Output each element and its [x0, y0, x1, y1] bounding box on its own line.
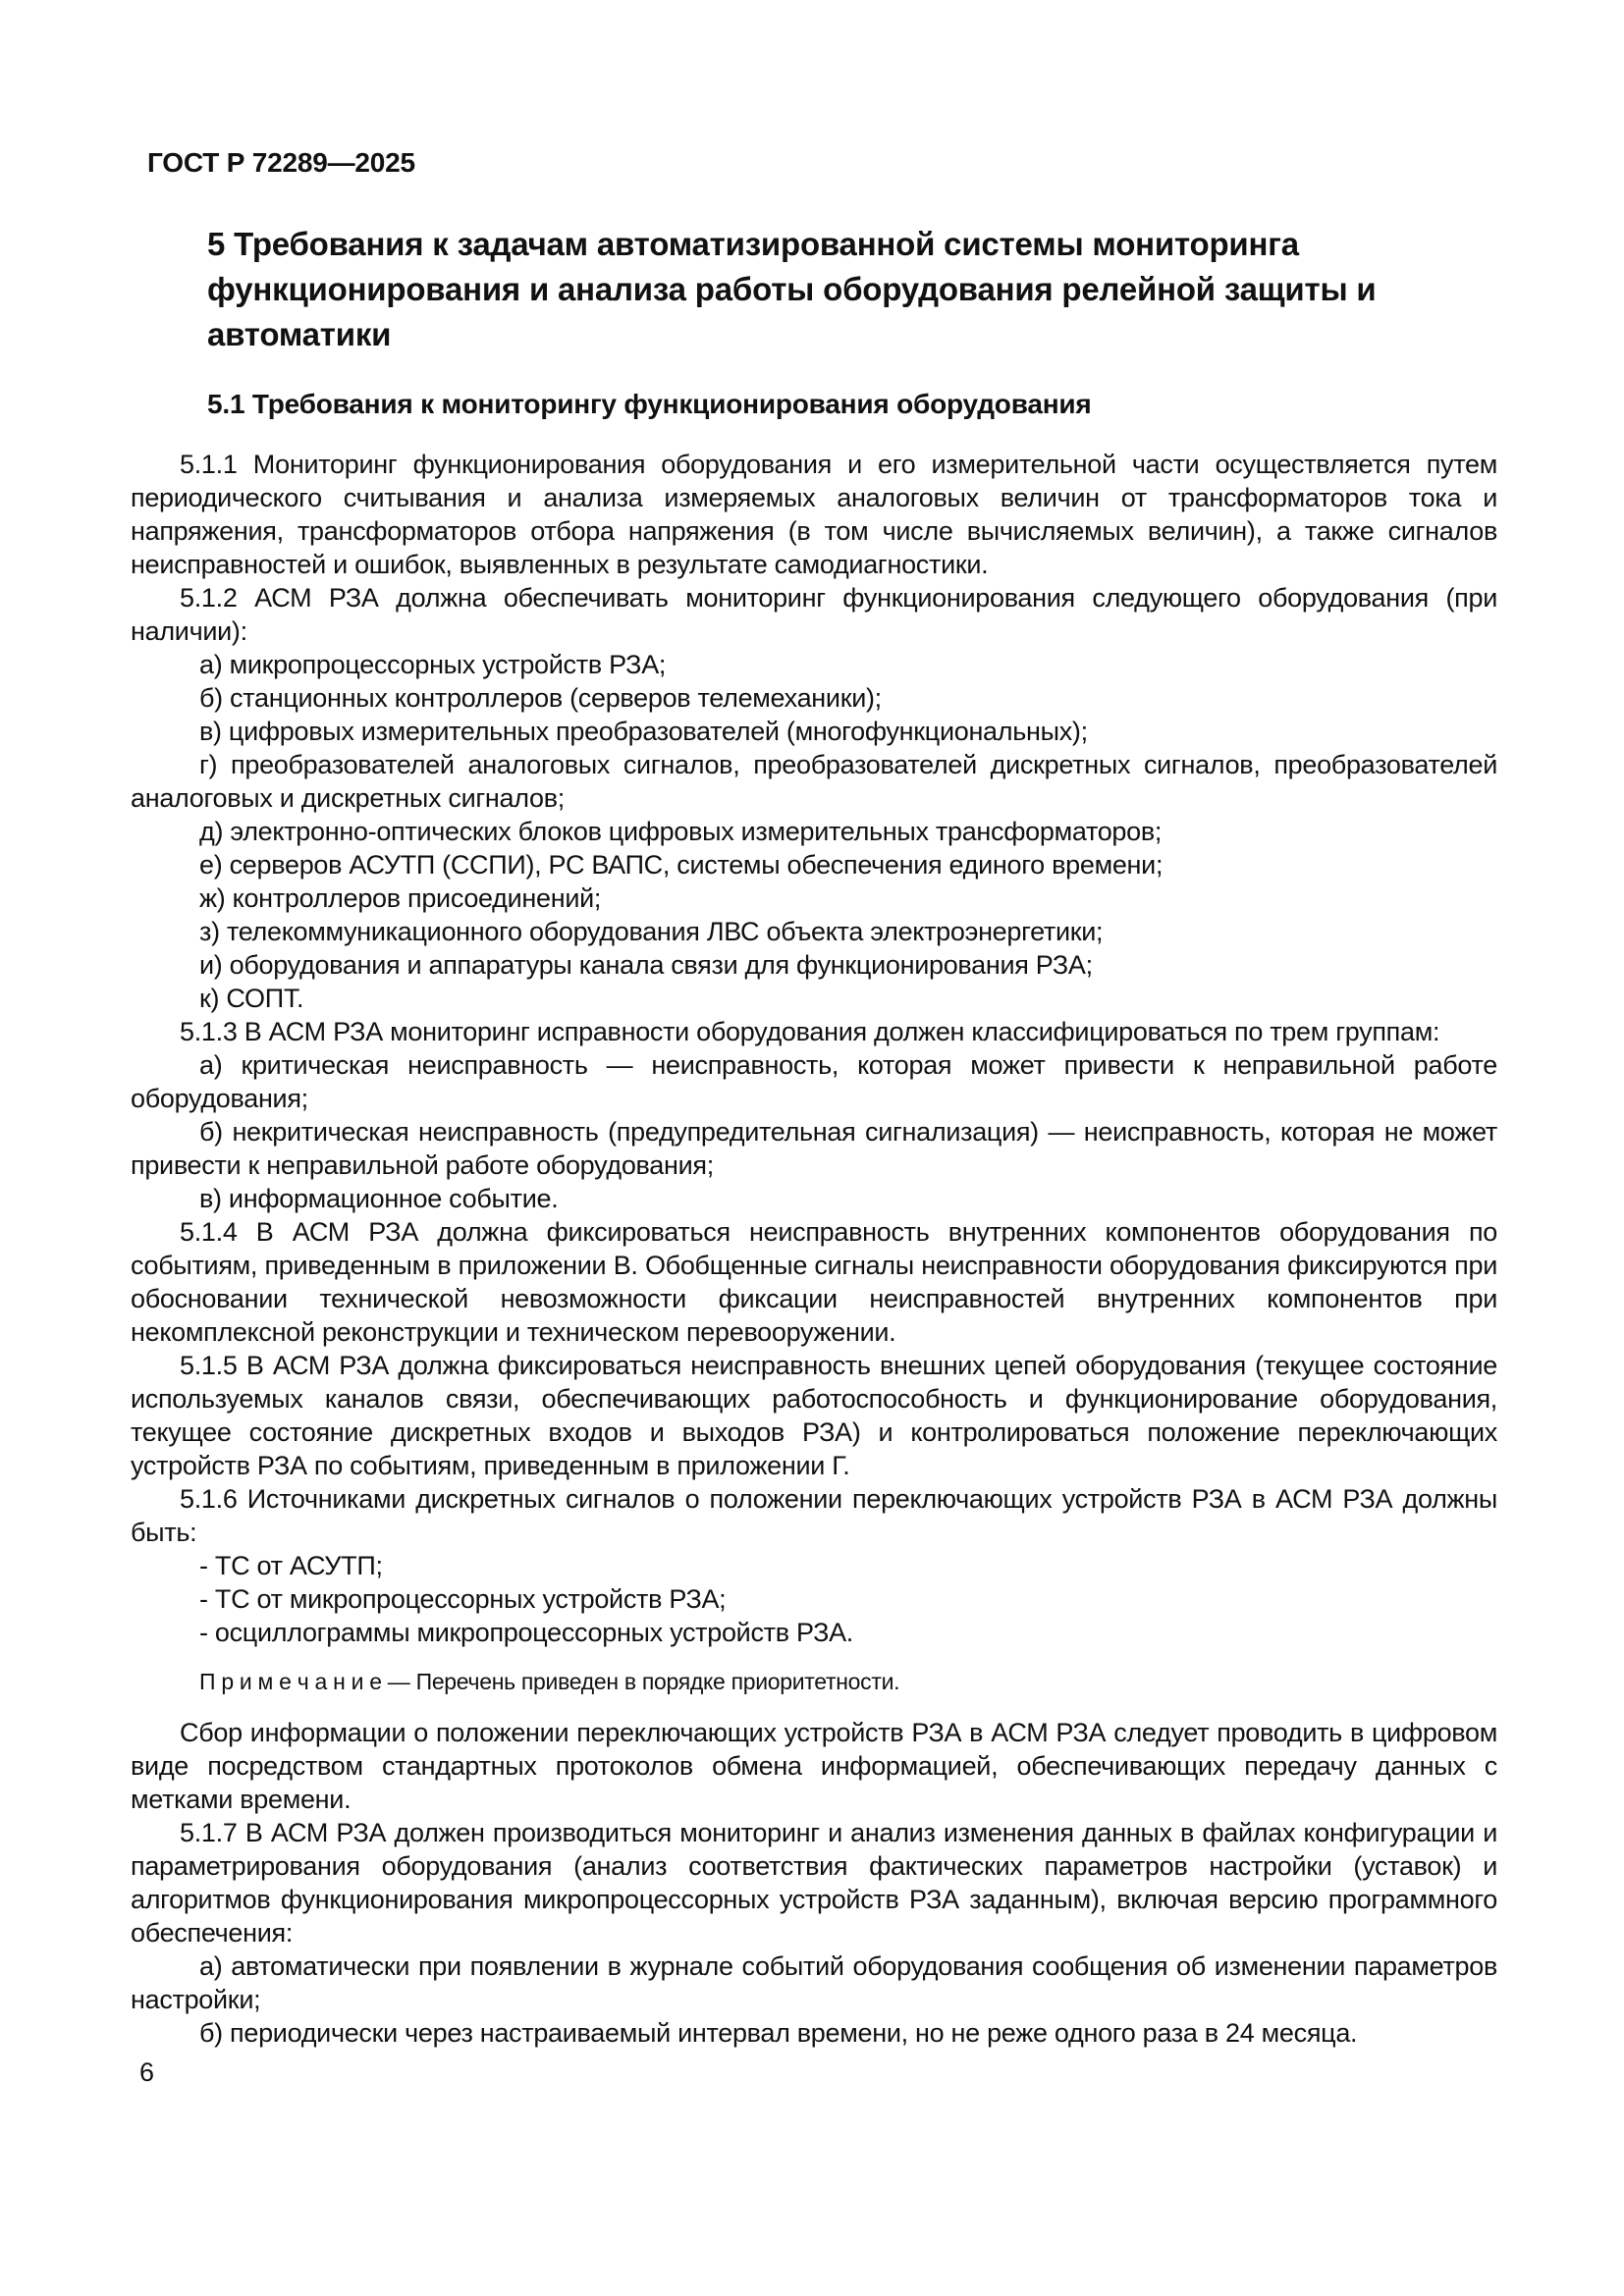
list-item-5-1-2-d: д) электронно-оптических блоков цифровых измерительных трансформаторов;: [199, 817, 1163, 846]
para-5-1-5: 5.1.5 В АСМ РЗА должна фиксироваться неисправность внешних цепей оборудования (текущее состояние используемых каналов связи, обеспечивающих работоспособность и функционирование оборудования, текущее состояние дискретных входов и выходов РЗА) и контролироваться положение переключающих устройств РЗА по событиям, приведенным в приложении Г.: [131, 1351, 1497, 1480]
list-item-5-1-3-a: а) критическая неисправность — неисправность, которая может привести к неправильной работе оборудования;: [131, 1050, 1497, 1113]
list-item-5-1-2-g: г) преобразователей аналоговых сигналов, преобразователей дискретных сигналов, преобразователей аналоговых и дискретных сигналов;: [131, 750, 1497, 813]
section-title: 5 Требования к задачам автоматизированной системы мониторинга функционирования и анализа работы оборудования релейной защиты и автоматики: [207, 226, 1377, 352]
dash-item-ts-asutp: - ТС от АСУТП;: [199, 1551, 383, 1580]
para-5-1-3: 5.1.3 В АСМ РЗА мониторинг исправности оборудования должен классифицироваться по трем группам:: [180, 1017, 1440, 1046]
list-item-5-1-7-a: а) автоматически при появлении в журнале событий оборудования сообщения об изменении параметров настройки;: [131, 1951, 1497, 2014]
list-item-5-1-3-v: в) информационное событие.: [199, 1184, 559, 1213]
page-number: 6: [139, 2057, 155, 2087]
doc-code-header: ГОСТ Р 72289—2025: [147, 147, 415, 178]
para-5-1-6: 5.1.6 Источниками дискретных сигналов о положении переключающих устройств РЗА в АСМ РЗА должны быть:: [131, 1484, 1497, 1547]
list-item-5-1-2-v: в) цифровых измерительных преобразователей (многофункциональных);: [199, 717, 1088, 746]
list-item-5-1-2-zh: ж) контроллеров присоединений;: [199, 883, 602, 913]
list-item-5-1-2-i: и) оборудования и аппаратуры канала связи для функционирования РЗА;: [199, 950, 1093, 980]
dash-item-ts-mp: - ТС от микропроцессорных устройств РЗА;: [199, 1584, 727, 1614]
list-item-5-1-2-k: к) СОПТ.: [199, 984, 304, 1013]
para-sbor-informacii: Сбор информации о положении переключающих устройств РЗА в АСМ РЗА следует проводить в цифровом виде посредством стандартных протоколов обмена информацией, обеспечивающих передачу данных с метками времени.: [131, 1718, 1497, 1814]
list-item-5-1-2-e: е) серверов АСУТП (ССПИ), РС ВАПС, системы обеспечения единого времени;: [199, 850, 1164, 880]
para-5-1-4: 5.1.4 В АСМ РЗА должна фиксироваться неисправность внутренних компонентов оборудования по событиям, приведенным в приложении В. Обобщенные сигналы неисправности оборудования фиксируются при обосновании технической невозможности фиксации неисправностей внутренних компонентов при некомплексной реконструкции и техническом перевооружении.: [131, 1217, 1497, 1347]
list-item-5-1-2-z: з) телекоммуникационного оборудования ЛВС объекта электроэнергетики;: [199, 917, 1104, 946]
document-content: [131, 222, 1497, 2050]
note-paragraph: П р и м е ч а н и е — Перечень приведен в порядке приоритетности.: [199, 1669, 900, 1694]
list-item-5-1-2-b: б) станционных контроллеров (серверов телемеханики);: [199, 683, 882, 713]
dash-item-oscillograms: - осциллограммы микропроцессорных устройств РЗА.: [199, 1618, 853, 1647]
para-5-1-2: 5.1.2 АСМ РЗА должна обеспечивать мониторинг функционирования следующего оборудования (при наличии):: [131, 583, 1497, 646]
list-item-5-1-7-b: б) периодически через настраиваемый интервал времени, но не реже одного раза в 24 месяца.: [199, 2018, 1358, 2048]
list-item-5-1-3-b: б) некритическая неисправность (предупредительная сигнализация) — неисправность, которая не может привести к неправильной работе оборудования;: [131, 1117, 1497, 1180]
list-item-5-1-2-a: а) микропроцессорных устройств РЗА;: [199, 650, 667, 679]
subsection-title: 5.1 Требования к мониторингу функционирования оборудования: [207, 389, 1092, 419]
para-5-1-7: 5.1.7 В АСМ РЗА должен производиться мониторинг и анализ изменения данных в файлах конфигурации и параметрирования оборудования (анализ соответствия фактических параметров настройки (уставок) и алгоритмов функционирования микропроцессорных устройств РЗА заданным), включая версию программного обеспечения:: [131, 1818, 1497, 1948]
para-5-1-1: 5.1.1 Мониторинг функционирования оборудования и его измерительной части осуществляется путем периодического считывания и анализа измеряемых аналоговых величин от трансформаторов тока и напряжения, трансформаторов отбора напряжения (в том числе вычисляемых величин), а также сигналов неисправностей и ошибок, выявленных в результате самодиагностики.: [131, 450, 1497, 579]
